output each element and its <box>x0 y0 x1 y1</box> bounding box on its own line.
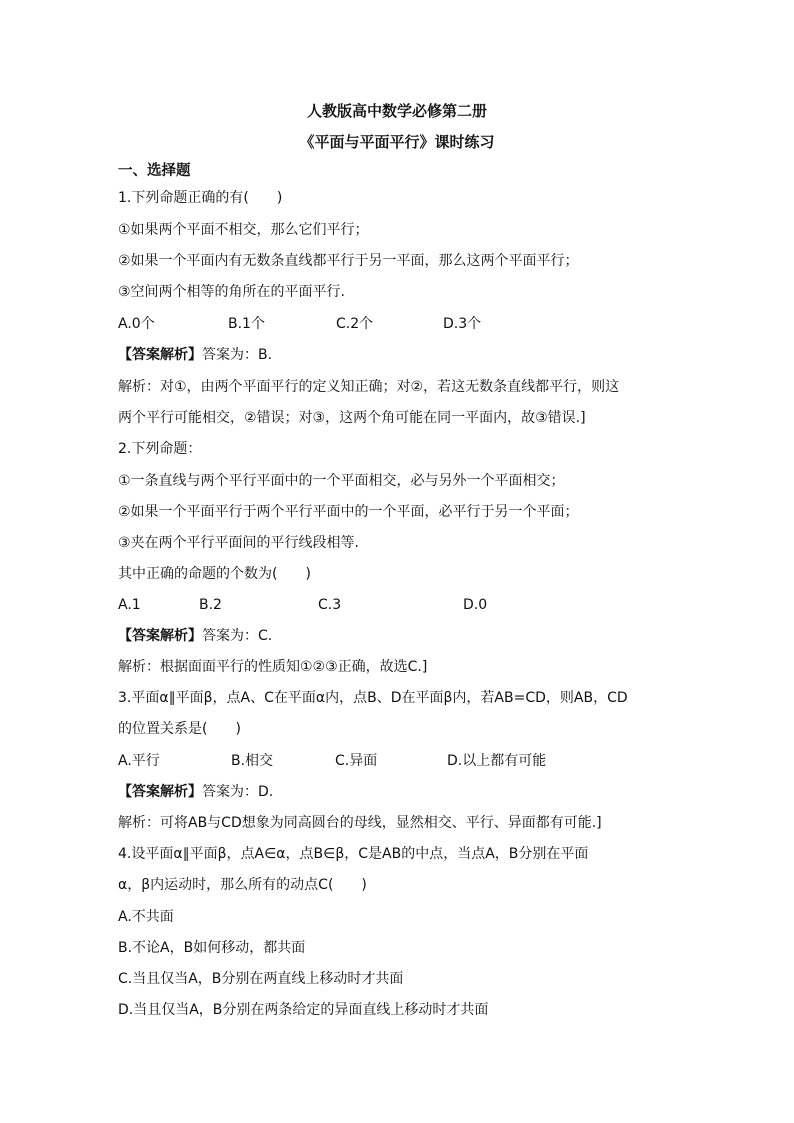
q2-statement-2: ②如果一个平面平行于两个平行平面中的一个平面，必平行于另一个平面； <box>118 504 579 520</box>
q2-answer <box>118 627 272 645</box>
q2-statement-3: ③夹在两个平行平面间的平行线段相等. <box>118 535 359 551</box>
q1-analysis-line2: 两个平行可能相交，②错误；对③，这两个角可能在同一平面内，故③错误.] <box>118 410 586 426</box>
q3-option-b: B.相交 <box>231 753 274 769</box>
q4-option-d: D.当且仅当A，B分别在两条给定的异面直线上移动时才共面 <box>118 1002 489 1018</box>
q2-question: 其中正确的命题的个数为( ) <box>118 566 311 582</box>
q1-statement-2: ②如果一个平面内有无数条直线都平行于另一平面，那么这两个平面平行； <box>118 253 579 269</box>
q1-statement-3: ③空间两个相等的角所在的平面平行. <box>118 284 346 300</box>
q3-option-d: D.以上都有可能 <box>447 753 547 769</box>
q4-option-a: A.不共面 <box>118 909 174 925</box>
q1-answer <box>118 346 272 364</box>
q2-option-d: D.0 <box>463 597 488 613</box>
q4-option-b: B.不论A，B如何移动，都共面 <box>118 940 306 956</box>
q2-option-a: A.1 <box>118 597 141 613</box>
q1-option-d: D.3个 <box>443 316 482 332</box>
q4-option-c: C.当且仅当A，B分别在两直线上移动时才共面 <box>118 971 404 987</box>
q2-answer-tag: 【答案解析】 <box>118 628 202 644</box>
q4-stem-line1: 4.设平面α∥平面β，点A∈α，点B∈β，C是AB的中点，当点A，B分别在平面 <box>118 846 589 862</box>
section-heading: 一、选择题 <box>118 163 191 179</box>
q3-answer <box>118 783 273 801</box>
q1-stem: 1.下列命题正确的有( ) <box>118 190 283 206</box>
doc-title-line1: 人教版高中数学必修第二册 <box>306 102 487 120</box>
q3-stem-line1: 3.平面α∥平面β，点A、C在平面α内，点B、D在平面β内，若AB=CD，则AB，CD <box>118 690 628 706</box>
q3-answer-tag: 【答案解析】 <box>118 784 202 800</box>
q1-statement-1: ①如果两个平面不相交，那么它们平行； <box>118 222 369 238</box>
q2-analysis-line1: 解析：根据面面平行的性质知①②③正确，故选C.] <box>118 659 428 675</box>
q3-option-c: C.异面 <box>335 753 378 769</box>
q1-answer-tag: 【答案解析】 <box>118 347 202 363</box>
q1-option-c: C.2个 <box>336 316 374 332</box>
q4-stem-line2: α，β内运动时，那么所有的动点C( ) <box>118 877 367 893</box>
q3-answer-text: 答案为：D. <box>202 784 274 800</box>
q2-statement-1: ①一条直线与两个平行平面中的一个平面相交，必与另外一个平面相交； <box>118 473 565 489</box>
q2-answer-text: 答案为：C. <box>202 628 273 644</box>
q2-stem: 2.下列命题： <box>118 441 202 457</box>
q1-option-a: A.0个 <box>118 316 155 332</box>
q1-answer-text: 答案为：B. <box>202 347 273 363</box>
q3-analysis-line1: 解析：可将AB与CD想象为同高圆台的母线，显然相交、平行、异面都有可能.] <box>118 815 602 831</box>
q2-option-c: C.3 <box>318 597 342 613</box>
q1-option-b: B.1个 <box>228 316 265 332</box>
q2-option-b: B.2 <box>199 597 222 613</box>
doc-title-line2: 《平面与平面平行》课时练习 <box>299 133 495 151</box>
q1-analysis-line1: 解析：对①，由两个平面平行的定义知正确；对②，若这无数条直线都平行，则这 <box>118 379 620 395</box>
q3-option-a: A.平行 <box>118 753 160 769</box>
q3-stem-line2: 的位置关系是( ) <box>118 721 241 737</box>
